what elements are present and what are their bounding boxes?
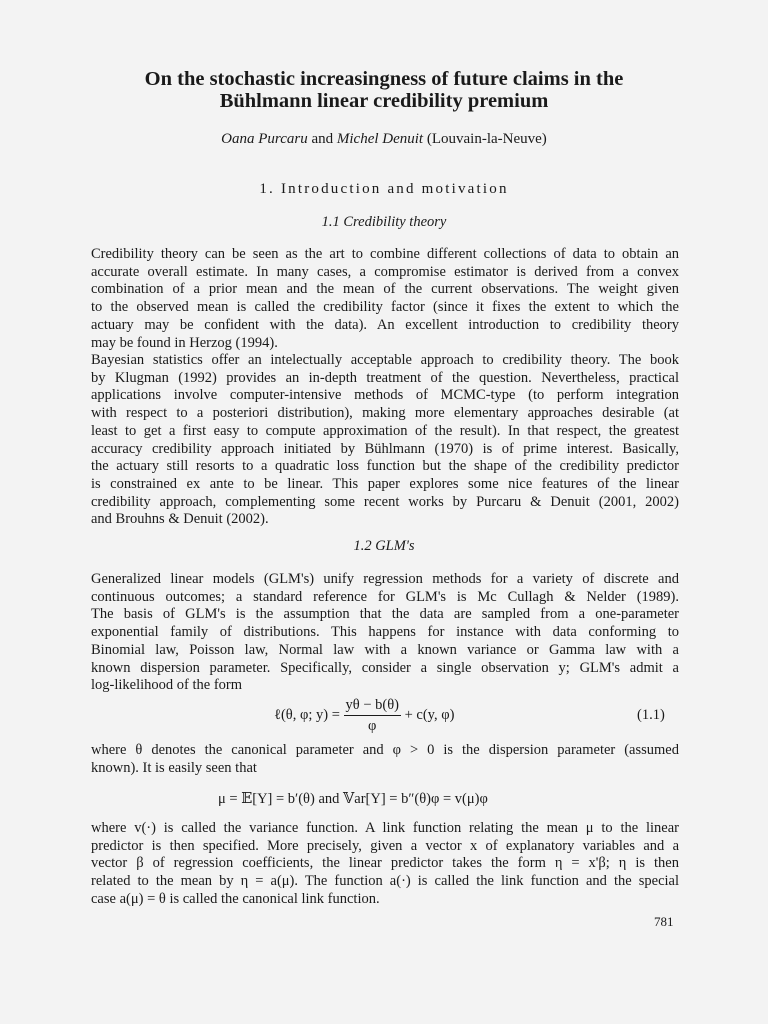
paper-title <box>0 68 768 112</box>
paragraph-canonical-parameter <box>91 742 679 777</box>
fraction-denominator: φ <box>368 718 377 734</box>
text-line: is constrained ex ante to be linear. This paper explores some nice features of the linear <box>91 475 679 492</box>
text-line: the actuary still resorts to a quadratic loss function but the shape of the credibility predictor <box>91 458 679 475</box>
title-line-1: On the stochastic increasingness of future claims in the <box>144 68 624 90</box>
text-line: Binomial law, Poisson law, Normal law with a known variance or Gamma law with a <box>91 641 679 658</box>
equation-rhs: + c(y, φ) <box>400 706 455 723</box>
author-1: Oana Purcaru <box>221 131 308 147</box>
text-line: with respect to a posteriori distribution), making more elementary approaches desirable (at <box>91 405 679 422</box>
equation-number: (1.1) <box>637 707 665 723</box>
author-affiliation: (Louvain-la-Neuve) <box>423 131 547 147</box>
paragraph-bayesian <box>91 352 679 529</box>
text-line: actuary may be confident with the data). An excellent introduction to credibility theory <box>91 316 679 333</box>
text-line: may be found in Herzog (1994). <box>91 334 278 351</box>
fraction-numerator: yθ − b(θ) <box>344 696 401 716</box>
text-line: where v(·) is called the variance function. A link function relating the mean μ to the linear <box>91 820 679 836</box>
equation-mean-variance: μ = 𝔼[Y] = b′(θ) and 𝕍ar[Y] = b″(θ)φ = v(μ)φ <box>218 791 488 807</box>
page-number: 781 <box>654 914 674 929</box>
section-heading: 1. Introduction and motivation <box>259 181 509 197</box>
paragraph-credibility-intro <box>91 246 679 352</box>
equation-1-1 <box>274 696 454 735</box>
text-line: known). It is easily seen that <box>91 759 257 776</box>
author-2: Michel Denuit <box>336 131 424 147</box>
author-line <box>0 131 768 148</box>
text-line: related to the mean by η = a(μ). The function a(·) is called the link function and the special <box>91 873 679 890</box>
text-line: where θ denotes the canonical parameter and φ > 0 is the dispersion parameter (assumed <box>91 742 679 758</box>
paragraph-link-function <box>91 820 679 909</box>
text-line: exponential family of distributions. This happens for instance with data conforming to <box>91 624 679 641</box>
text-line: continuous outcomes; a standard reference for GLM's is Mc Cullagh & Nelder (1989). <box>91 588 679 605</box>
text-line: Credibility theory can be seen as the art to combine different collections of data to obtain an <box>91 246 679 262</box>
subsection-heading-1-2: 1.2 GLM's <box>353 538 415 554</box>
text-line: by Klugman (1992) provides an in-depth treatment of the question. Nevertheless, practical <box>91 369 679 386</box>
text-line: and Brouhns & Denuit (2002). <box>91 511 269 528</box>
text-line: to the observed mean is called the credibility factor (since it fixes the extent to which the <box>91 299 679 316</box>
text-line: known dispersion parameter. Specifically, consider a single observation y; GLM's admit a <box>91 659 679 676</box>
text-line: The basis of GLM's is the assumption that the data are sampled from a one-parameter <box>91 606 679 623</box>
text-line: least to get a first easy to compute approximation of the result). In that respect, the greatest <box>91 422 679 439</box>
subsection-heading-1-1: 1.1 Credibility theory <box>321 214 447 230</box>
text-line: log-likelihood of the form <box>91 677 243 694</box>
text-line: credibility approach, complementing some recent works by Purcaru & Denuit (2001, 2002) <box>91 493 679 510</box>
text-line: predictor is then specified. More precisely, given a vector x of explanatory variables and a <box>91 837 679 854</box>
text-line: accuracy credibility approach initiated by Bühlmann (1970) is of prime interest. Basically, <box>91 440 679 457</box>
equation-fraction <box>344 696 401 735</box>
paragraph-glm <box>91 571 679 695</box>
text-line: Bayesian statistics offer an intelectually acceptable approach to credibility theory. The book <box>91 352 679 368</box>
text-line: accurate overall estimate. In many cases, a compromise estimator is derived from a convex <box>91 263 679 280</box>
text-line: Generalized linear models (GLM's) unify regression methods for a variety of discrete and <box>91 571 679 587</box>
title-line-2: Bühlmann linear credibility premium <box>219 90 549 112</box>
text-line: case a(μ) = θ is called the canonical link function. <box>91 890 380 907</box>
text-line: combination of a prior mean and the mean of the current observations. The weight given <box>91 281 679 298</box>
text-line: applications involve computer-intensive methods of MCMC-type (to perform integration <box>91 387 679 404</box>
text-line: vector β of regression coefficients, the linear predictor takes the form η = x'β; η is then <box>91 855 679 872</box>
equation-lhs: ℓ(θ, φ; y) = <box>274 706 344 723</box>
author-conjunction: and <box>307 131 337 147</box>
